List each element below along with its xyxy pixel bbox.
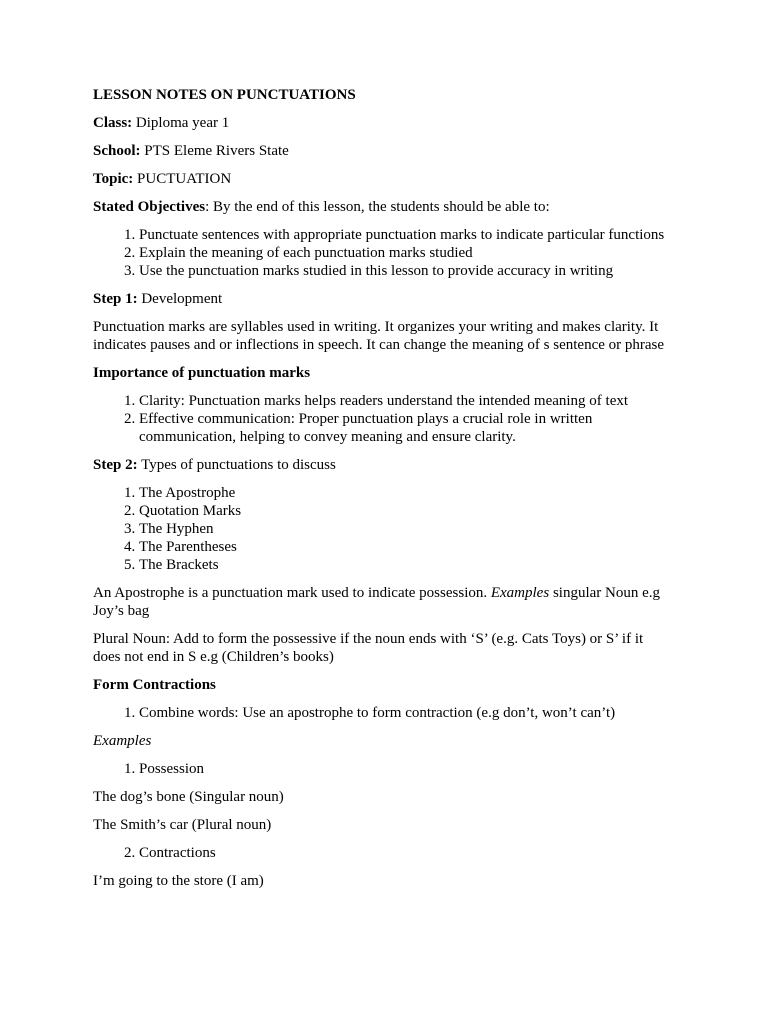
- step2-label: Step 2:: [93, 457, 138, 473]
- class-value: Diploma year 1: [132, 115, 230, 131]
- school-label: School:: [93, 143, 141, 159]
- step2-line: [93, 456, 673, 474]
- contractions-heading: Form Contractions: [93, 677, 216, 693]
- objectives-list: [93, 226, 673, 280]
- topic-value: PUCTUATION: [133, 171, 232, 187]
- list-item: 1. Possession: [139, 760, 673, 778]
- step1-label: Step 1:: [93, 291, 138, 307]
- list-item: 1. Combine words: Use an apostrophe to form contraction (e.g don’t, won’t can’t): [139, 704, 673, 722]
- plural-noun-paragraph: Plural Noun: Add to form the possessive if the noun ends with ‘S’ (e.g. Cats Toys) or S’ if it does not end in S e.g (Children’s books): [93, 631, 644, 665]
- punctuation-types-list: [93, 484, 673, 574]
- contractions-list: [93, 704, 673, 722]
- list-item: 1. Clarity: Punctuation marks helps readers understand the intended meaning of text: [139, 392, 673, 410]
- school-value: PTS Eleme Rivers State: [140, 143, 289, 159]
- examples-list-contractions: [93, 844, 673, 862]
- list-item: 3. The Hyphen: [139, 520, 673, 538]
- importance-list: [93, 392, 673, 446]
- contraction-example: I’m going to the store (I am): [93, 873, 264, 889]
- list-item: 2. Contractions: [139, 844, 673, 862]
- list-item: 2. Quotation Marks: [139, 502, 673, 520]
- list-item: 2. Effective communication: Proper punctuation plays a crucial role in written communication, helping to convey meaning and ensure clarity.: [139, 410, 673, 446]
- list-item: 1. The Apostrophe: [139, 484, 673, 502]
- list-item: 5. The Brackets: [139, 556, 673, 574]
- document-page: [93, 86, 673, 900]
- examples-list-possession: [93, 760, 673, 778]
- list-item: 1. Punctuate sentences with appropriate punctuation marks to indicate particular functions: [139, 226, 673, 244]
- list-item: 4. The Parentheses: [139, 538, 673, 556]
- possession-example: The Smith’s car (Plural noun): [93, 817, 272, 833]
- topic-label: Topic:: [93, 171, 134, 187]
- document-title: LESSON NOTES ON PUNCTUATIONS: [93, 87, 356, 103]
- topic-line: [93, 170, 673, 188]
- objectives-line: [93, 198, 673, 216]
- step1-value: Development: [137, 291, 223, 307]
- step2-value: Types of punctuations to discuss: [137, 457, 336, 473]
- objectives-value: : By the end of this lesson, the students should be able to:: [205, 199, 550, 215]
- importance-heading: Importance of punctuation marks: [93, 365, 311, 381]
- objectives-label: Stated Objectives: [93, 199, 206, 215]
- possession-example: The dog’s bone (Singular noun): [93, 789, 284, 805]
- step1-line: [93, 290, 673, 308]
- examples-label: Examples: [93, 733, 152, 749]
- school-line: [93, 142, 673, 160]
- development-paragraph: Punctuation marks are syllables used in writing. It organizes your writing and makes clarity. It indicates pauses and or inflections in speech. It can change the meaning of s sentence or phrase: [93, 319, 665, 353]
- class-label: Class:: [93, 115, 133, 131]
- class-line: [93, 114, 673, 132]
- list-item: 2. Explain the meaning of each punctuation marks studied: [139, 244, 673, 262]
- apostrophe-paragraph: An Apostrophe is a punctuation mark used to indicate possession. Examples singular Noun e.g Joy’s bag: [93, 585, 661, 619]
- list-item: 3. Use the punctuation marks studied in this lesson to provide accuracy in writing: [139, 262, 673, 280]
